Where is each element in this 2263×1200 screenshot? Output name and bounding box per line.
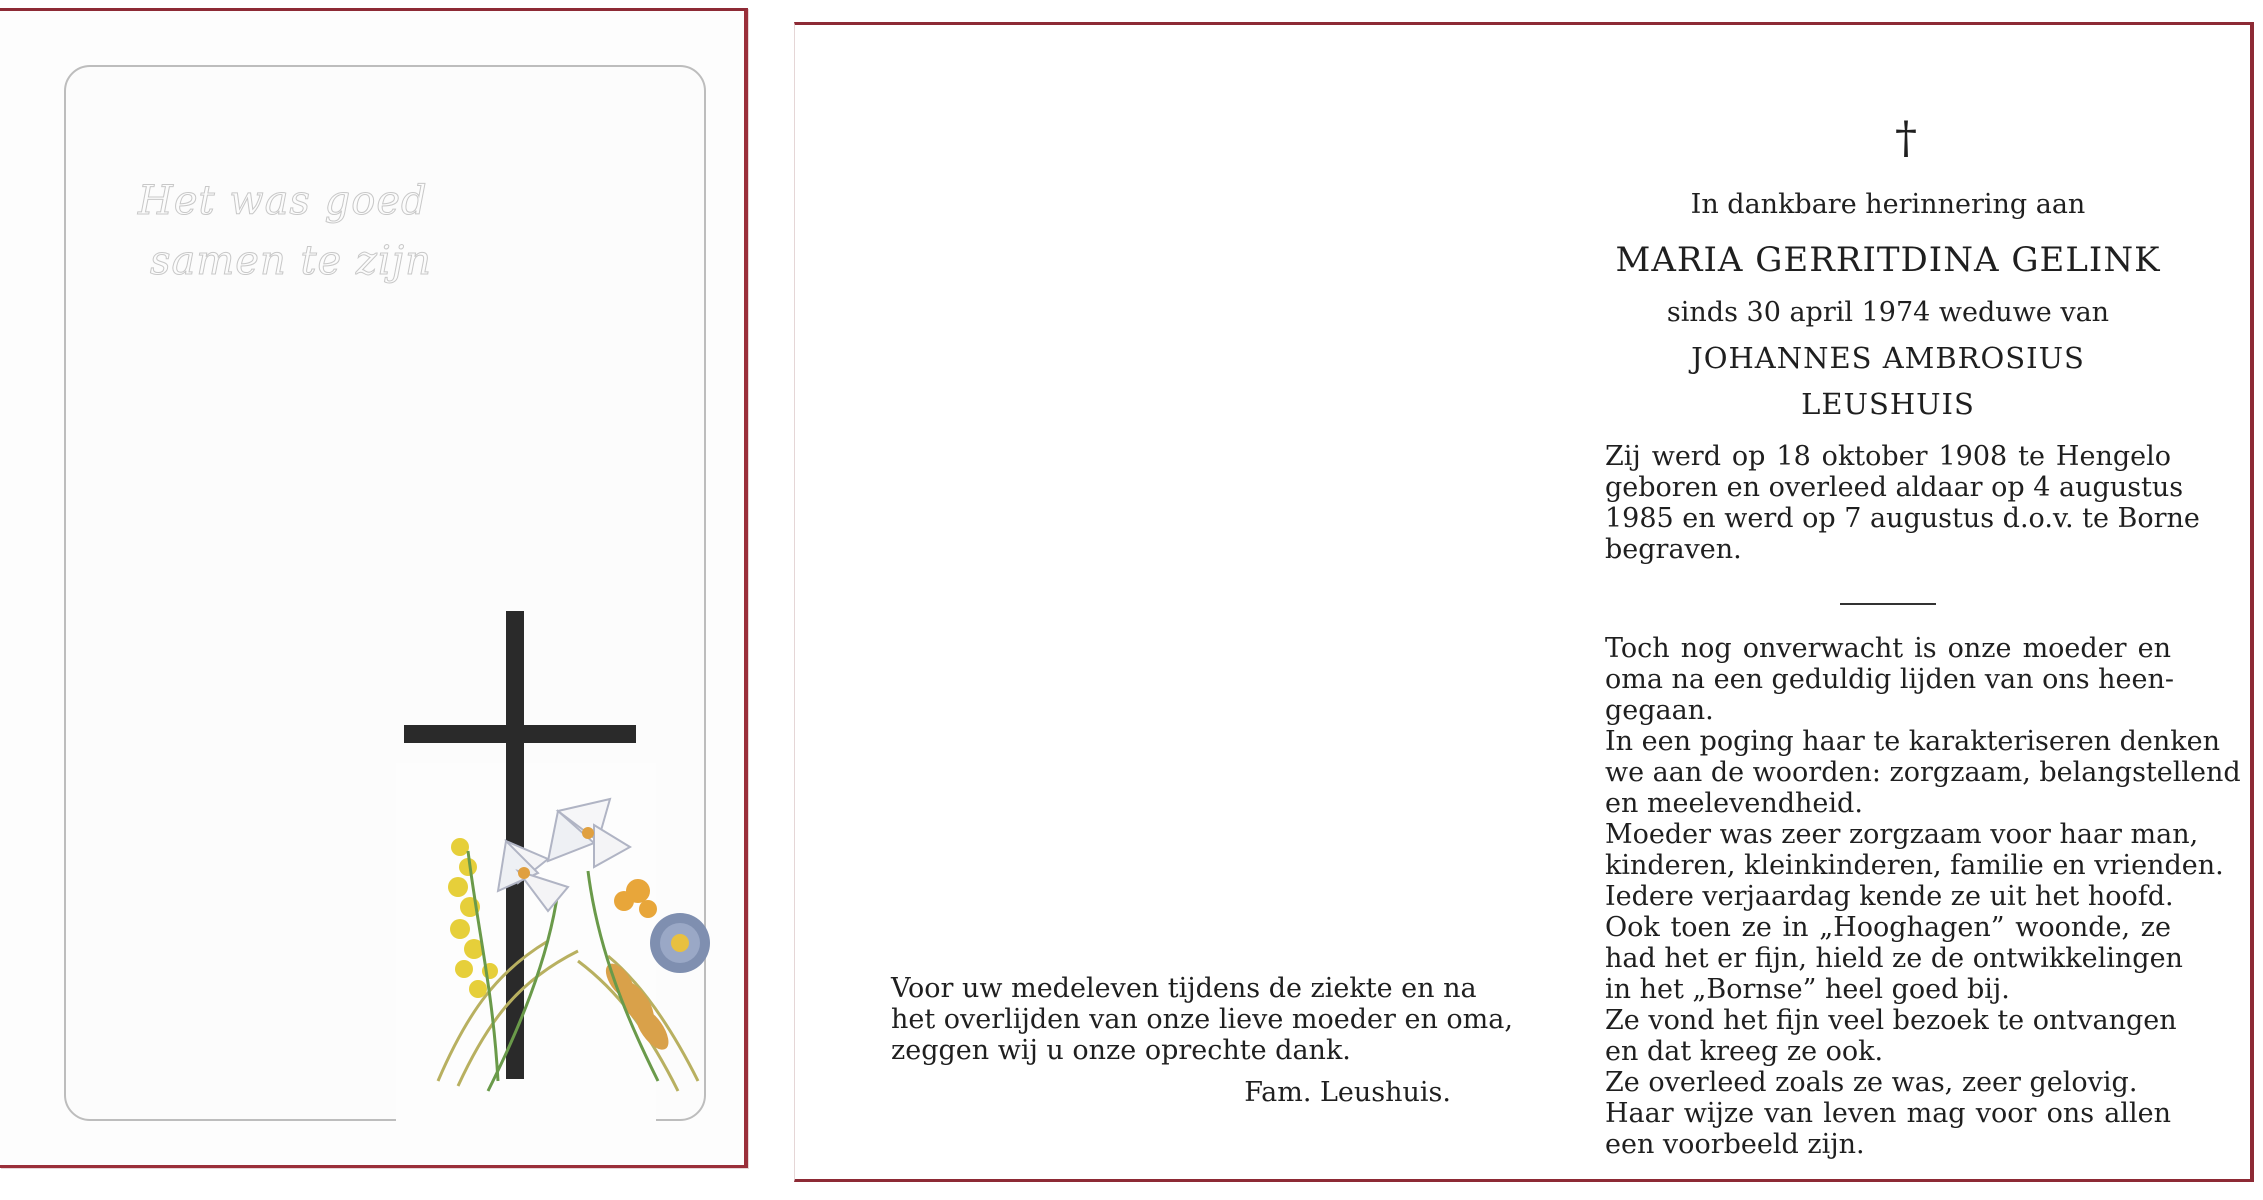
blue-flower	[650, 913, 710, 973]
tribute-line: oma na een geduldig lijden van ons heen-	[1605, 664, 2175, 695]
bio-line: 1985 en werd op 7 augustus d.o.v. te Borne	[1605, 503, 2200, 534]
bio-line: begraven.	[1605, 534, 1742, 565]
deceased-name: MARIA GERRITDINA GELINK	[1615, 240, 2161, 280]
tribute-line: in het „Bornse” heel goed bij.	[1605, 974, 2010, 1005]
tribute-line: kinderen, kleinkinderen, familie en vrienden.	[1605, 850, 2224, 881]
tribute-line: gegaan.	[1605, 695, 1714, 726]
tribute-line: Ze vond het fijn veel bezoek te ontvangen	[1605, 1005, 2177, 1036]
tribute-line: Ook toen ze in „Hooghagen” woonde, ze	[1605, 912, 2171, 943]
tribute-line: we aan de woorden: zorgzaam, belangstellend	[1605, 757, 2241, 788]
thanks-line: Voor uw medeleven tijdens de ziekte en na	[891, 973, 1477, 1004]
biography	[1605, 441, 2200, 565]
card-inside	[794, 22, 2254, 1182]
bio-line: geboren en overleed aldaar op 4 augustus	[1605, 472, 2184, 503]
tribute-text	[1605, 633, 2241, 1160]
divider	[1840, 603, 1936, 605]
tribute-line: had het er fijn, hield ze de ontwikkelingen	[1605, 943, 2183, 974]
tribute-line: Haar wijze van leven mag voor ons allen	[1605, 1098, 2171, 1129]
cross-with-flowers-illustration	[398, 611, 738, 1111]
yellow-flower-spike	[448, 838, 498, 998]
tribute-line: en dat kreeg ze ook.	[1605, 1036, 1884, 1067]
white-lily-2	[548, 799, 630, 867]
cover-verse-line-2: samen te zijn	[150, 238, 432, 284]
cover-verse-line-1: Het was goed	[138, 178, 428, 224]
tribute-line: Ze overleed zoals ze was, zeer gelovig.	[1605, 1067, 2138, 1098]
tribute-line: en meelevendheid.	[1605, 788, 1863, 819]
card-front	[0, 8, 748, 1168]
tribute-line: Toch nog onverwacht is onze moeder en	[1605, 633, 2171, 664]
tribute-line: Moeder was zeer zorgzaam voor haar man,	[1605, 819, 2199, 850]
cross-icon: †	[1895, 113, 1917, 164]
tribute-line: In een poging haar te karakteriseren denken	[1605, 726, 2221, 757]
orange-flower	[614, 879, 657, 918]
intro-line: In dankbare herinnering aan	[1690, 189, 2086, 220]
thanks-line: zeggen wij u onze oprechte dank.	[891, 1035, 1351, 1066]
tribute-line: Iedere verjaardag kende ze uit het hoofd.	[1605, 881, 2174, 912]
memorial-text	[1605, 113, 2241, 1160]
husband-name: JOHANNES AMBROSIUS LEUSHUIS	[1691, 341, 2085, 421]
cross-horizontal-beam	[404, 725, 636, 743]
cover-verse	[138, 171, 432, 291]
bio-line: Zij werd op 18 oktober 1908 te Hengelo	[1605, 441, 2171, 472]
family-signature: Fam. Leushuis.	[1244, 1077, 1451, 1108]
thanks-message	[891, 973, 1513, 1066]
thanks-line: het overlijden van onze lieve moeder en oma,	[891, 1004, 1513, 1035]
tribute-line: een voorbeeld zijn.	[1605, 1129, 1865, 1160]
widow-since-line: sinds 30 april 1974 weduwe van	[1666, 297, 2110, 328]
